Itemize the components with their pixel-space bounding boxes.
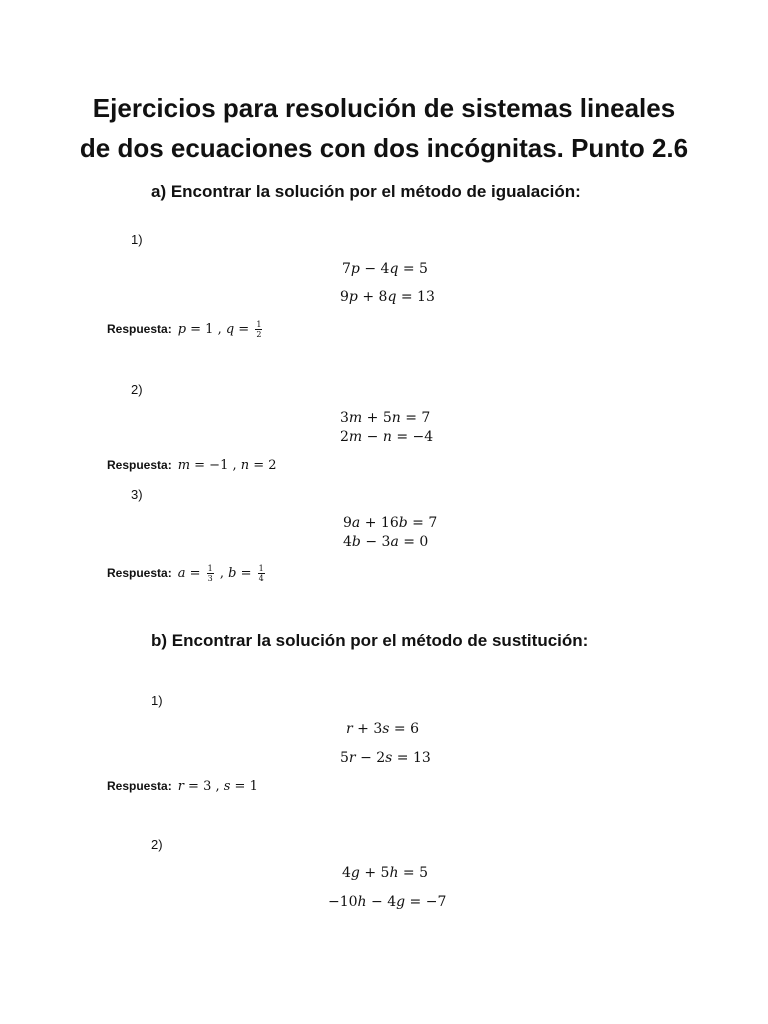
exercise-number: 1) bbox=[151, 693, 163, 708]
page-title-line-1: Ejercicios para resolución de sistemas lineales bbox=[92, 93, 676, 123]
fraction: $\frac{1}{3}$ bbox=[207, 564, 213, 583]
equation-2: 5r − 2s = 13 bbox=[340, 750, 431, 766]
fraction: $\frac{1}{4}$ bbox=[258, 564, 264, 583]
section-a-heading: a) Encontrar la solución por el método de igualación: bbox=[151, 182, 581, 201]
answer: Respuesta: r = 3 , s = 1 bbox=[107, 779, 258, 794]
exercise-number: 2) bbox=[151, 837, 163, 852]
equation-1: 4g + 5h = 5 bbox=[342, 865, 429, 881]
answer: Respuesta: m = −1 , n = 2 bbox=[107, 458, 277, 473]
answer: Respuesta: a = $\frac{1}{3}$ , b = $\frac{1}{4}$ bbox=[107, 564, 264, 583]
exercise-number: 1) bbox=[131, 232, 143, 247]
equation-2: 4b − 3a = 0 bbox=[343, 534, 429, 550]
equation-1: 7p − 4q = 5 bbox=[342, 261, 428, 277]
equation-1: r + 3s = 6 bbox=[346, 721, 419, 737]
exercise-number: 3) bbox=[131, 487, 143, 502]
equation-1: 3m + 5n = 7 bbox=[340, 410, 431, 426]
answer: Respuesta: p = 1 , q = $\frac{1}{2}$ bbox=[107, 320, 262, 339]
equation-2: −10h − 4g = −7 bbox=[328, 894, 447, 910]
fraction: $\frac{1}{2}$ bbox=[256, 320, 262, 339]
equation-2: 9p + 8q = 13 bbox=[340, 289, 435, 305]
equation-1: 9a + 16b = 7 bbox=[343, 515, 438, 531]
page-title-line-2: de dos ecuaciones con dos incógnitas. Punto 2.6 bbox=[79, 133, 689, 163]
equation-2: 2m − n = −4 bbox=[340, 429, 434, 445]
exercise-number: 2) bbox=[131, 382, 143, 397]
section-b-heading: b) Encontrar la solución por el método de sustitución: bbox=[151, 631, 589, 650]
